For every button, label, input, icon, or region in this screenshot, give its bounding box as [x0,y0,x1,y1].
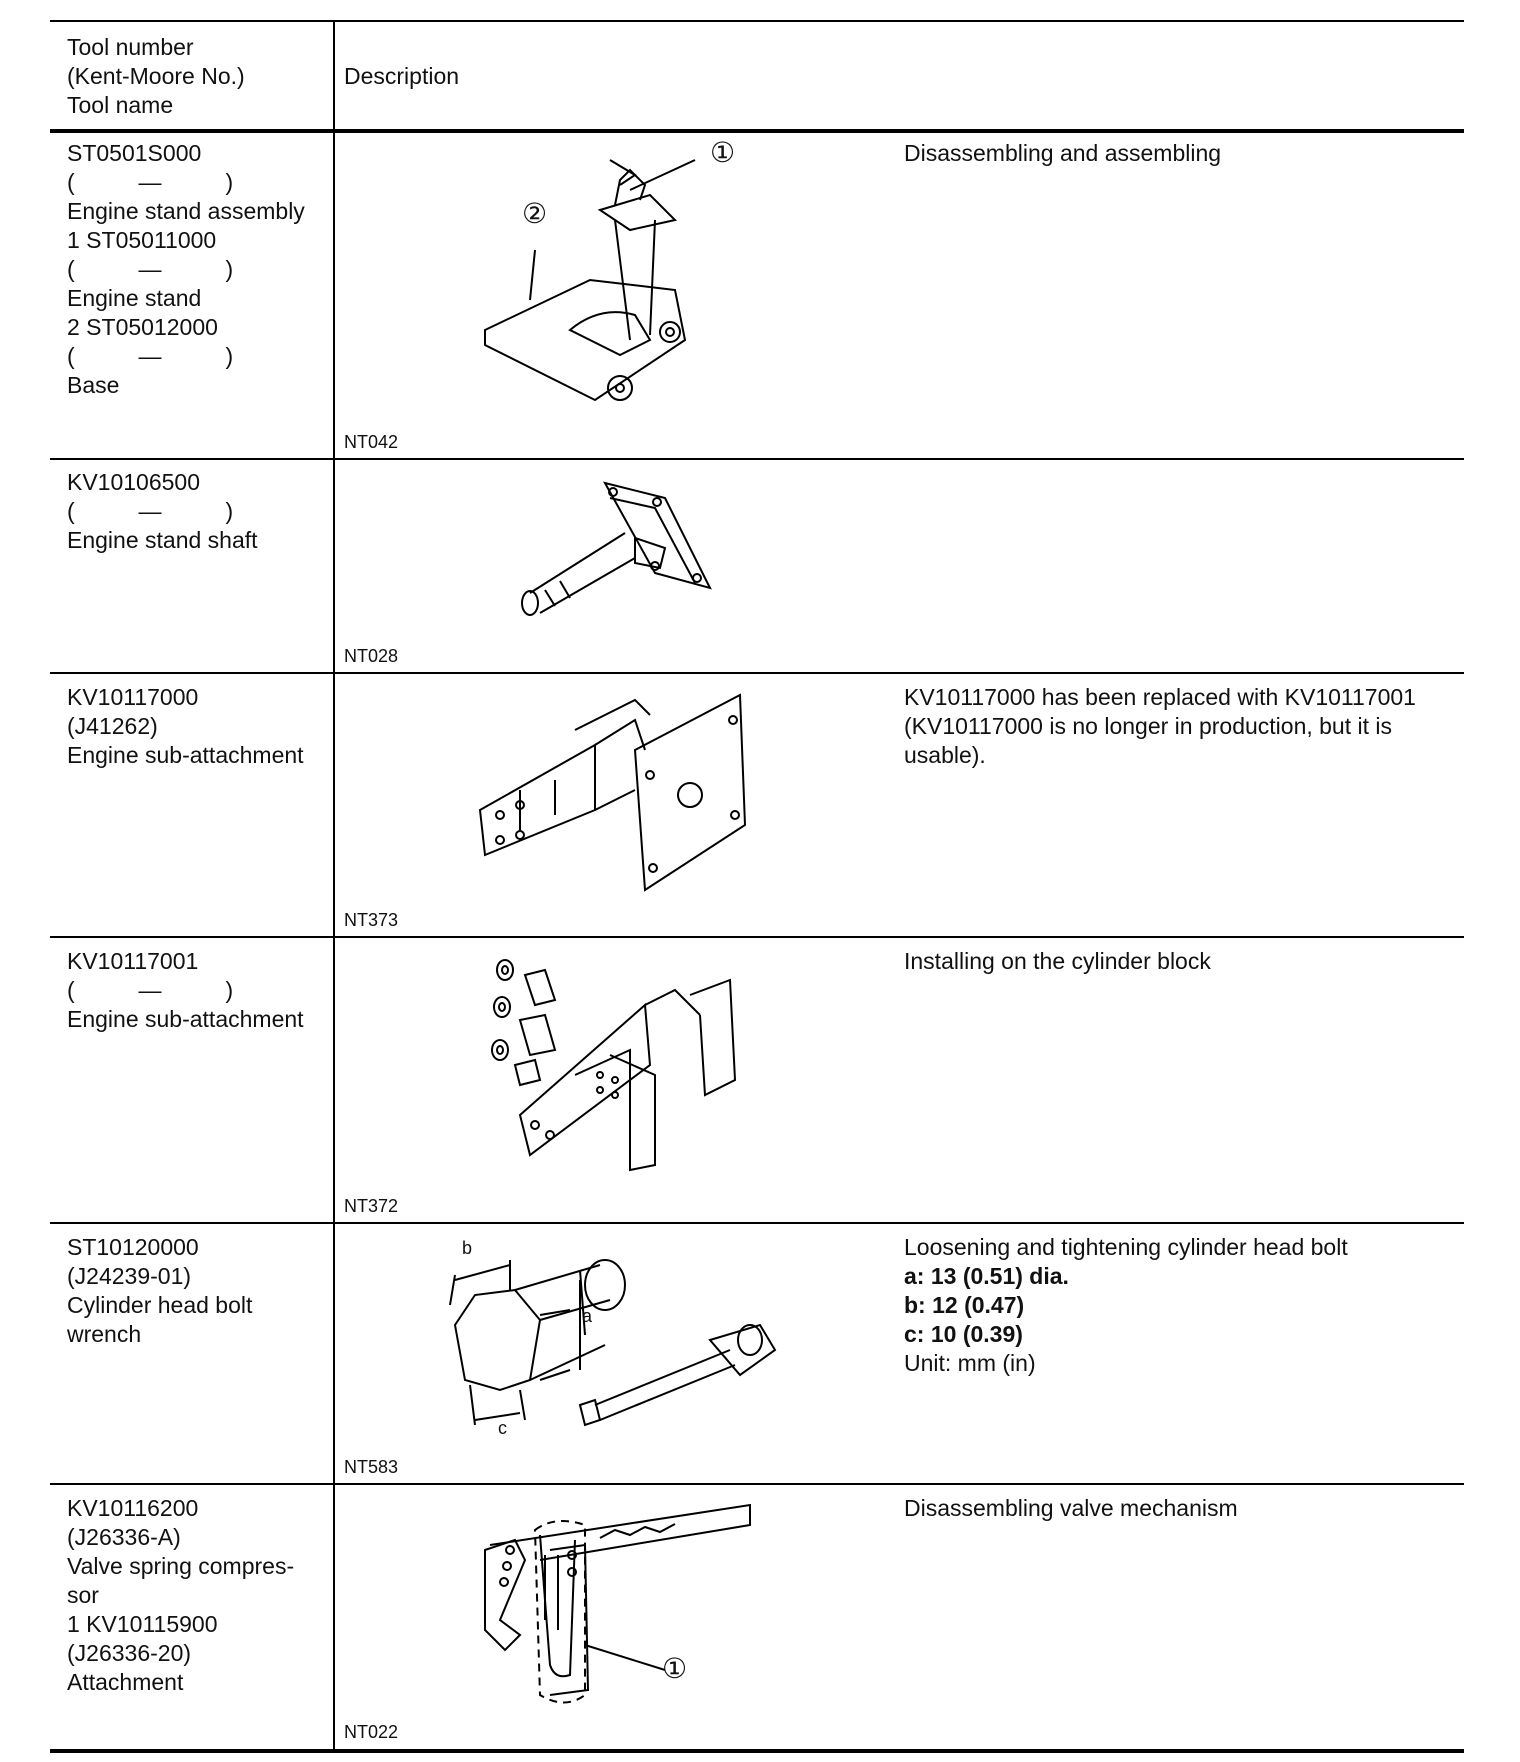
valve-spring-compressor-illustration [480,1500,760,1705]
tool-name: Engine sub-attachment [67,742,304,768]
row-divider [50,936,1464,938]
kent-moore-number: ( — ) [67,169,234,195]
header-bottom-rule [50,129,1464,133]
row-4-tool-info [67,947,327,1034]
kent-moore-number: (J24239-01) [67,1263,192,1289]
row-2-tool-info [67,468,327,555]
tool-name: Base [67,372,120,398]
row-divider [50,1222,1464,1224]
figure-code: NT022 [344,1722,399,1742]
description-line: KV10117000 has been replaced with KV10117001 [904,684,1416,710]
kent-moore-number: (J26336-A) [67,1524,181,1550]
dimension-label-c: c [498,1418,507,1438]
tool-name: Cylinder head bolt [67,1292,253,1318]
dimension-b: b: 12 (0.47) [904,1292,1025,1318]
tool-number: ST10120000 [67,1234,199,1260]
callout-1-label: ① [662,1653,688,1684]
tool-number: KV10117000 [67,684,199,710]
tool-name: Engine stand assembly [67,198,305,224]
description-line: Installing on the cylinder block [904,948,1211,974]
tool-name: Attachment [67,1669,184,1695]
tool-name: sor [67,1582,99,1608]
tool-number: 1 KV10115900 [67,1611,218,1637]
engine-sub-attachment-illustration [475,690,755,900]
row-1-tool-info [67,139,327,400]
header-tool-line: (Kent-Moore No.) [67,63,245,89]
row-divider [50,672,1464,674]
row-divider [50,1483,1464,1485]
dimension-label-b: b [462,1238,473,1258]
row-6-description [904,1494,1449,1523]
tool-number: 2 ST05012000 [67,314,218,340]
cylinder-head-bolt-wrench-illustration [440,1240,800,1440]
row-divider [50,458,1464,460]
header-tool-line: Tool number [67,34,194,60]
figure-code: NT373 [344,910,399,930]
kent-moore-number: (J26336-20) [67,1640,192,1666]
kent-moore-number: ( — ) [67,977,234,1003]
unit-note: Unit: mm (in) [904,1350,1036,1376]
tool-name: Valve spring compres- [67,1553,295,1579]
table-top-rule [50,20,1464,22]
callout-2-label: ② [522,198,548,229]
kent-moore-number: ( — ) [67,498,234,524]
description-line: Disassembling and assembling [904,140,1222,166]
row-3-tool-info [67,683,327,770]
row-6-tool-info [67,1494,327,1697]
tool-number: ST0501S000 [67,140,202,166]
tool-number: KV10106500 [67,469,201,495]
tool-name: Engine stand [67,285,202,311]
header-tool-line: Tool name [67,92,174,118]
engine-stand-assembly-illustration [470,137,790,410]
dimension-c: c: 10 (0.39) [904,1321,1023,1347]
header-tool-column [67,33,327,120]
tool-name: wrench [67,1321,142,1347]
figure-code: NT583 [344,1457,399,1477]
table-bottom-rule [50,1749,1464,1753]
dimension-label-a: a [582,1306,593,1326]
description-line: Disassembling valve mechanism [904,1495,1238,1521]
tool-number: 1 ST05011000 [67,227,217,253]
description-line: (KV10117000 is no longer in production, but it is [904,713,1392,739]
row-5-tool-info [67,1233,327,1349]
column-divider [333,20,335,1751]
tool-number: KV10116200 [67,1495,199,1521]
tool-name: Engine stand shaft [67,527,258,553]
tool-name: Engine sub-attachment [67,1006,304,1032]
row-5-description [904,1233,1449,1378]
kent-moore-number: (J41262) [67,713,158,739]
row-3-description [904,683,1449,770]
engine-stand-shaft-illustration [515,478,715,628]
description-line: usable). [904,742,986,768]
callout-1-label: ① [710,137,736,168]
description-line: Loosening and tightening cylinder head bolt [904,1234,1348,1260]
row-1-description [904,139,1449,168]
figure-code: NT042 [344,432,399,452]
row-4-description [904,947,1449,976]
figure-code: NT028 [344,646,399,666]
tool-number: KV10117001 [67,948,199,974]
header-description-column: Description [344,63,460,89]
engine-sub-attachment-kit-illustration [490,955,750,1175]
kent-moore-number: ( — ) [67,343,234,369]
kent-moore-number: ( — ) [67,256,234,282]
figure-code: NT372 [344,1196,399,1216]
dimension-a: a: 13 (0.51) dia. [904,1263,1069,1289]
